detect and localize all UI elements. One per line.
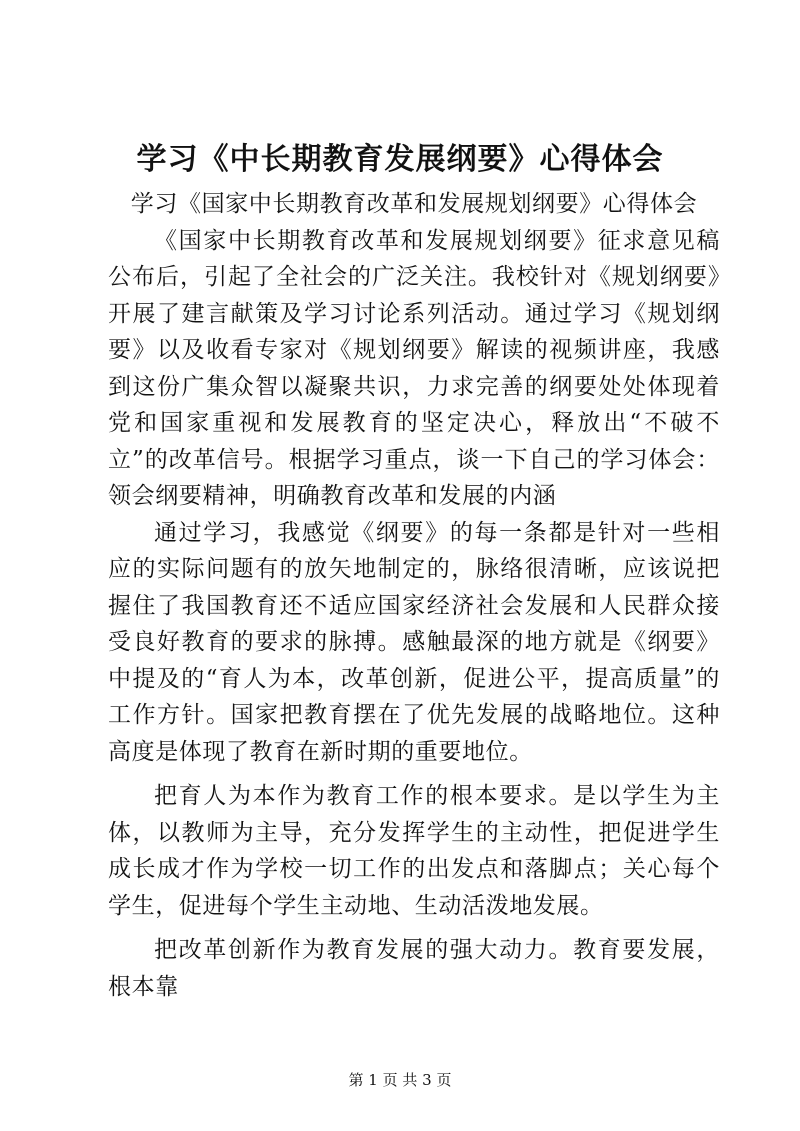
paragraph-1: 《国家中长期教育改革和发展规划纲要》征求意见稿公布后，引起了全社会的广泛关注。我校针对《规划纲要》开展了建言献策及学习讨论系列活动。通过学习《规划纲要》以及收看专家对《规划纲要》解读的视频讲座，我感到这份广集众智以凝聚共识，力求完善的纲要处处体现着党和国家重视和发展教育的坚定决心，释放出“不破不立”的改革信号。根据学习重点，谈一下自己的学习体会：领会纲要精神，明确教育改革和发展的内涵 <box>108 227 720 509</box>
page-number-footer: 第 1 页 共 3 页 <box>348 1071 452 1089</box>
document-title: 学习《中长期教育发展纲要》心得体会 <box>136 142 664 177</box>
paragraph-3: 把育人为本作为教育工作的根本要求。是以学生为主体，以教师为主导，充分发挥学生的主动性，把促进学生成长成才作为学校一切工作的出发点和落脚点；关心每个学生，促进每个学生主动地、生动活泼地发展。 <box>108 783 720 919</box>
paragraph-4: 把改革创新作为教育发展的强大动力。教育要发展，根本靠 <box>108 937 720 1000</box>
paragraph-2: 通过学习，我感觉《纲要》的每一条都是针对一些相应的实际问题有的放矢地制定的，脉络很清晰，应该说把握住了我国教育还不适应国家经济社会发展和人民群众接受良好教育的要求的脉搏。感触最深的地方就是《纲要》中提及的“育人为本，改革创新，促进公平，提高质量”的工作方针。国家把教育摆在了优先发展的战略地位。这种高度是体现了教育在新时期的重要地位。 <box>108 519 720 765</box>
document-subtitle: 学习《国家中长期教育改革和发展规划纲要》心得体会 <box>130 191 698 217</box>
document-body <box>108 186 720 1005</box>
